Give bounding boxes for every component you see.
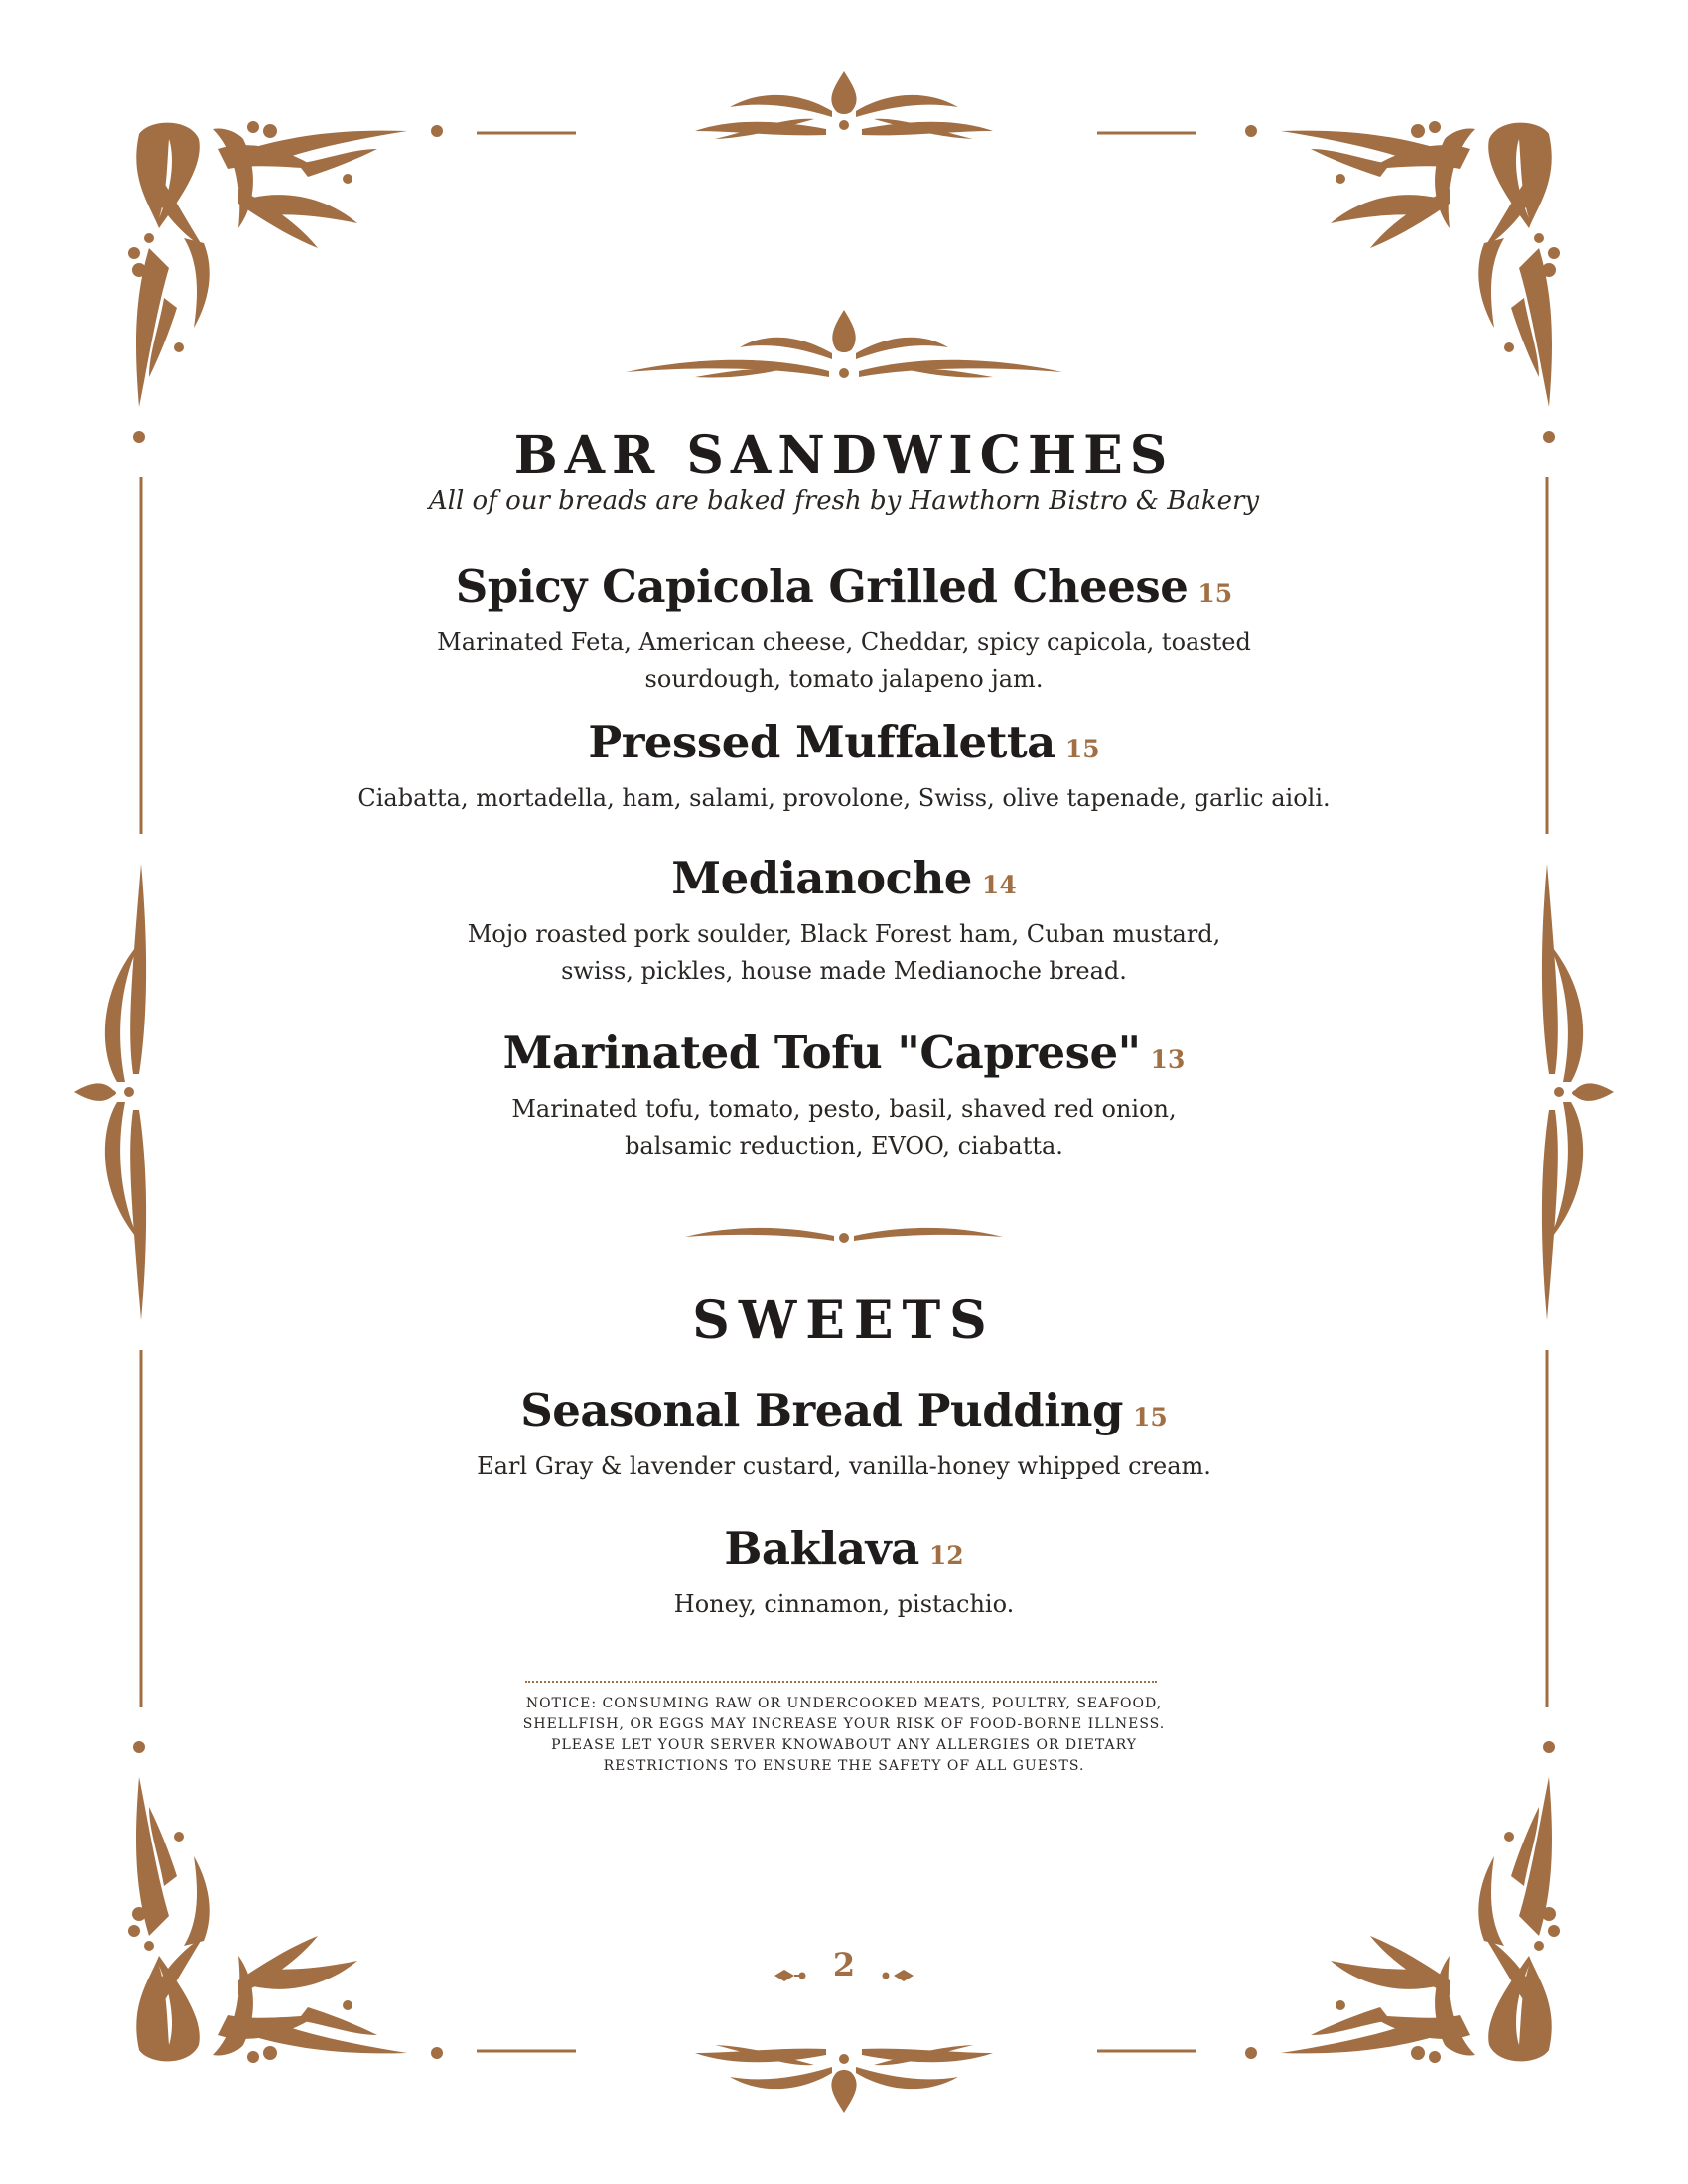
menu-item-name: Medianoche <box>671 852 972 904</box>
menu-item-price: 12 <box>928 1541 964 1570</box>
menu-item-name: Seasonal Bread Pudding <box>520 1384 1123 1436</box>
section-title-bar-sandwiches: BAR SANDWICHES <box>513 425 1175 485</box>
menu-item-heading <box>298 1522 1390 1574</box>
menu-item-price: 14 <box>981 871 1017 899</box>
menu-item-heading <box>298 1384 1390 1436</box>
menu-item <box>298 1026 1390 1164</box>
menu-item-description: Marinated tofu, tomato, pesto, basil, shaved red onion, balsamic reduction, EVOO, ciabatta. <box>511 1095 1177 1160</box>
menu-item <box>298 1522 1390 1623</box>
page-number: 2 <box>832 1946 856 1983</box>
menu-item-description: Earl Gray & lavender custard, vanilla-honey whipped cream. <box>477 1452 1211 1480</box>
menu-item-price: 15 <box>1064 735 1100 763</box>
section-subtitle: All of our breads are baked fresh by Hawthorn Bistro & Bakery <box>428 486 1260 516</box>
menu-item-description: Marinated Feta, American cheese, Cheddar, spicy capicola, toasted sourdough, tomato jalapeno jam. <box>437 628 1251 693</box>
menu-item-description: Ciabatta, mortadella, ham, salami, provolone, Swiss, olive tapenade, garlic aioli. <box>357 784 1331 812</box>
menu-item-heading <box>298 716 1390 768</box>
menu-item-heading <box>298 1026 1390 1079</box>
menu-item-name: Marinated Tofu "Caprese" <box>502 1026 1141 1079</box>
food-safety-notice: NOTICE: CONSUMING RAW OR UNDERCOOKED MEATS, POULTRY, SEAFOOD, SHELLFISH, OR EGGS MAY INCREASE YOUR RISK OF FOOD-BORNE ILLNESS. PLEASE LET YOUR SERVER KNOWABOUT ANY ALLERGIES OR DIETARY RESTRICTIONS TO ENSURE THE SAFETY OF ALL GUESTS. <box>522 1696 1166 1774</box>
menu-item-heading <box>298 560 1390 613</box>
menu-item-name: Baklava <box>724 1522 919 1574</box>
menu-item-description: Honey, cinnamon, pistachio. <box>673 1590 1015 1618</box>
menu-item <box>298 560 1390 698</box>
menu-item <box>298 716 1390 817</box>
menu-item-description: Mojo roasted pork soulder, Black Forest ham, Cuban mustard, swiss, pickles, house made Medianoche bread. <box>467 920 1221 985</box>
menu-item-price: 15 <box>1197 579 1233 608</box>
menu-item <box>298 1384 1390 1485</box>
notice-divider <box>525 1681 1157 1683</box>
menu-item <box>298 852 1390 990</box>
menu-item-price: 15 <box>1132 1403 1168 1432</box>
menu-item-name: Spicy Capicola Grilled Cheese <box>455 560 1189 613</box>
section-title-sweets: SWEETS <box>692 1291 996 1351</box>
menu-item-name: Pressed Muffaletta <box>588 716 1055 768</box>
menu-item-price: 13 <box>1150 1045 1186 1074</box>
menu-item-heading <box>298 852 1390 904</box>
